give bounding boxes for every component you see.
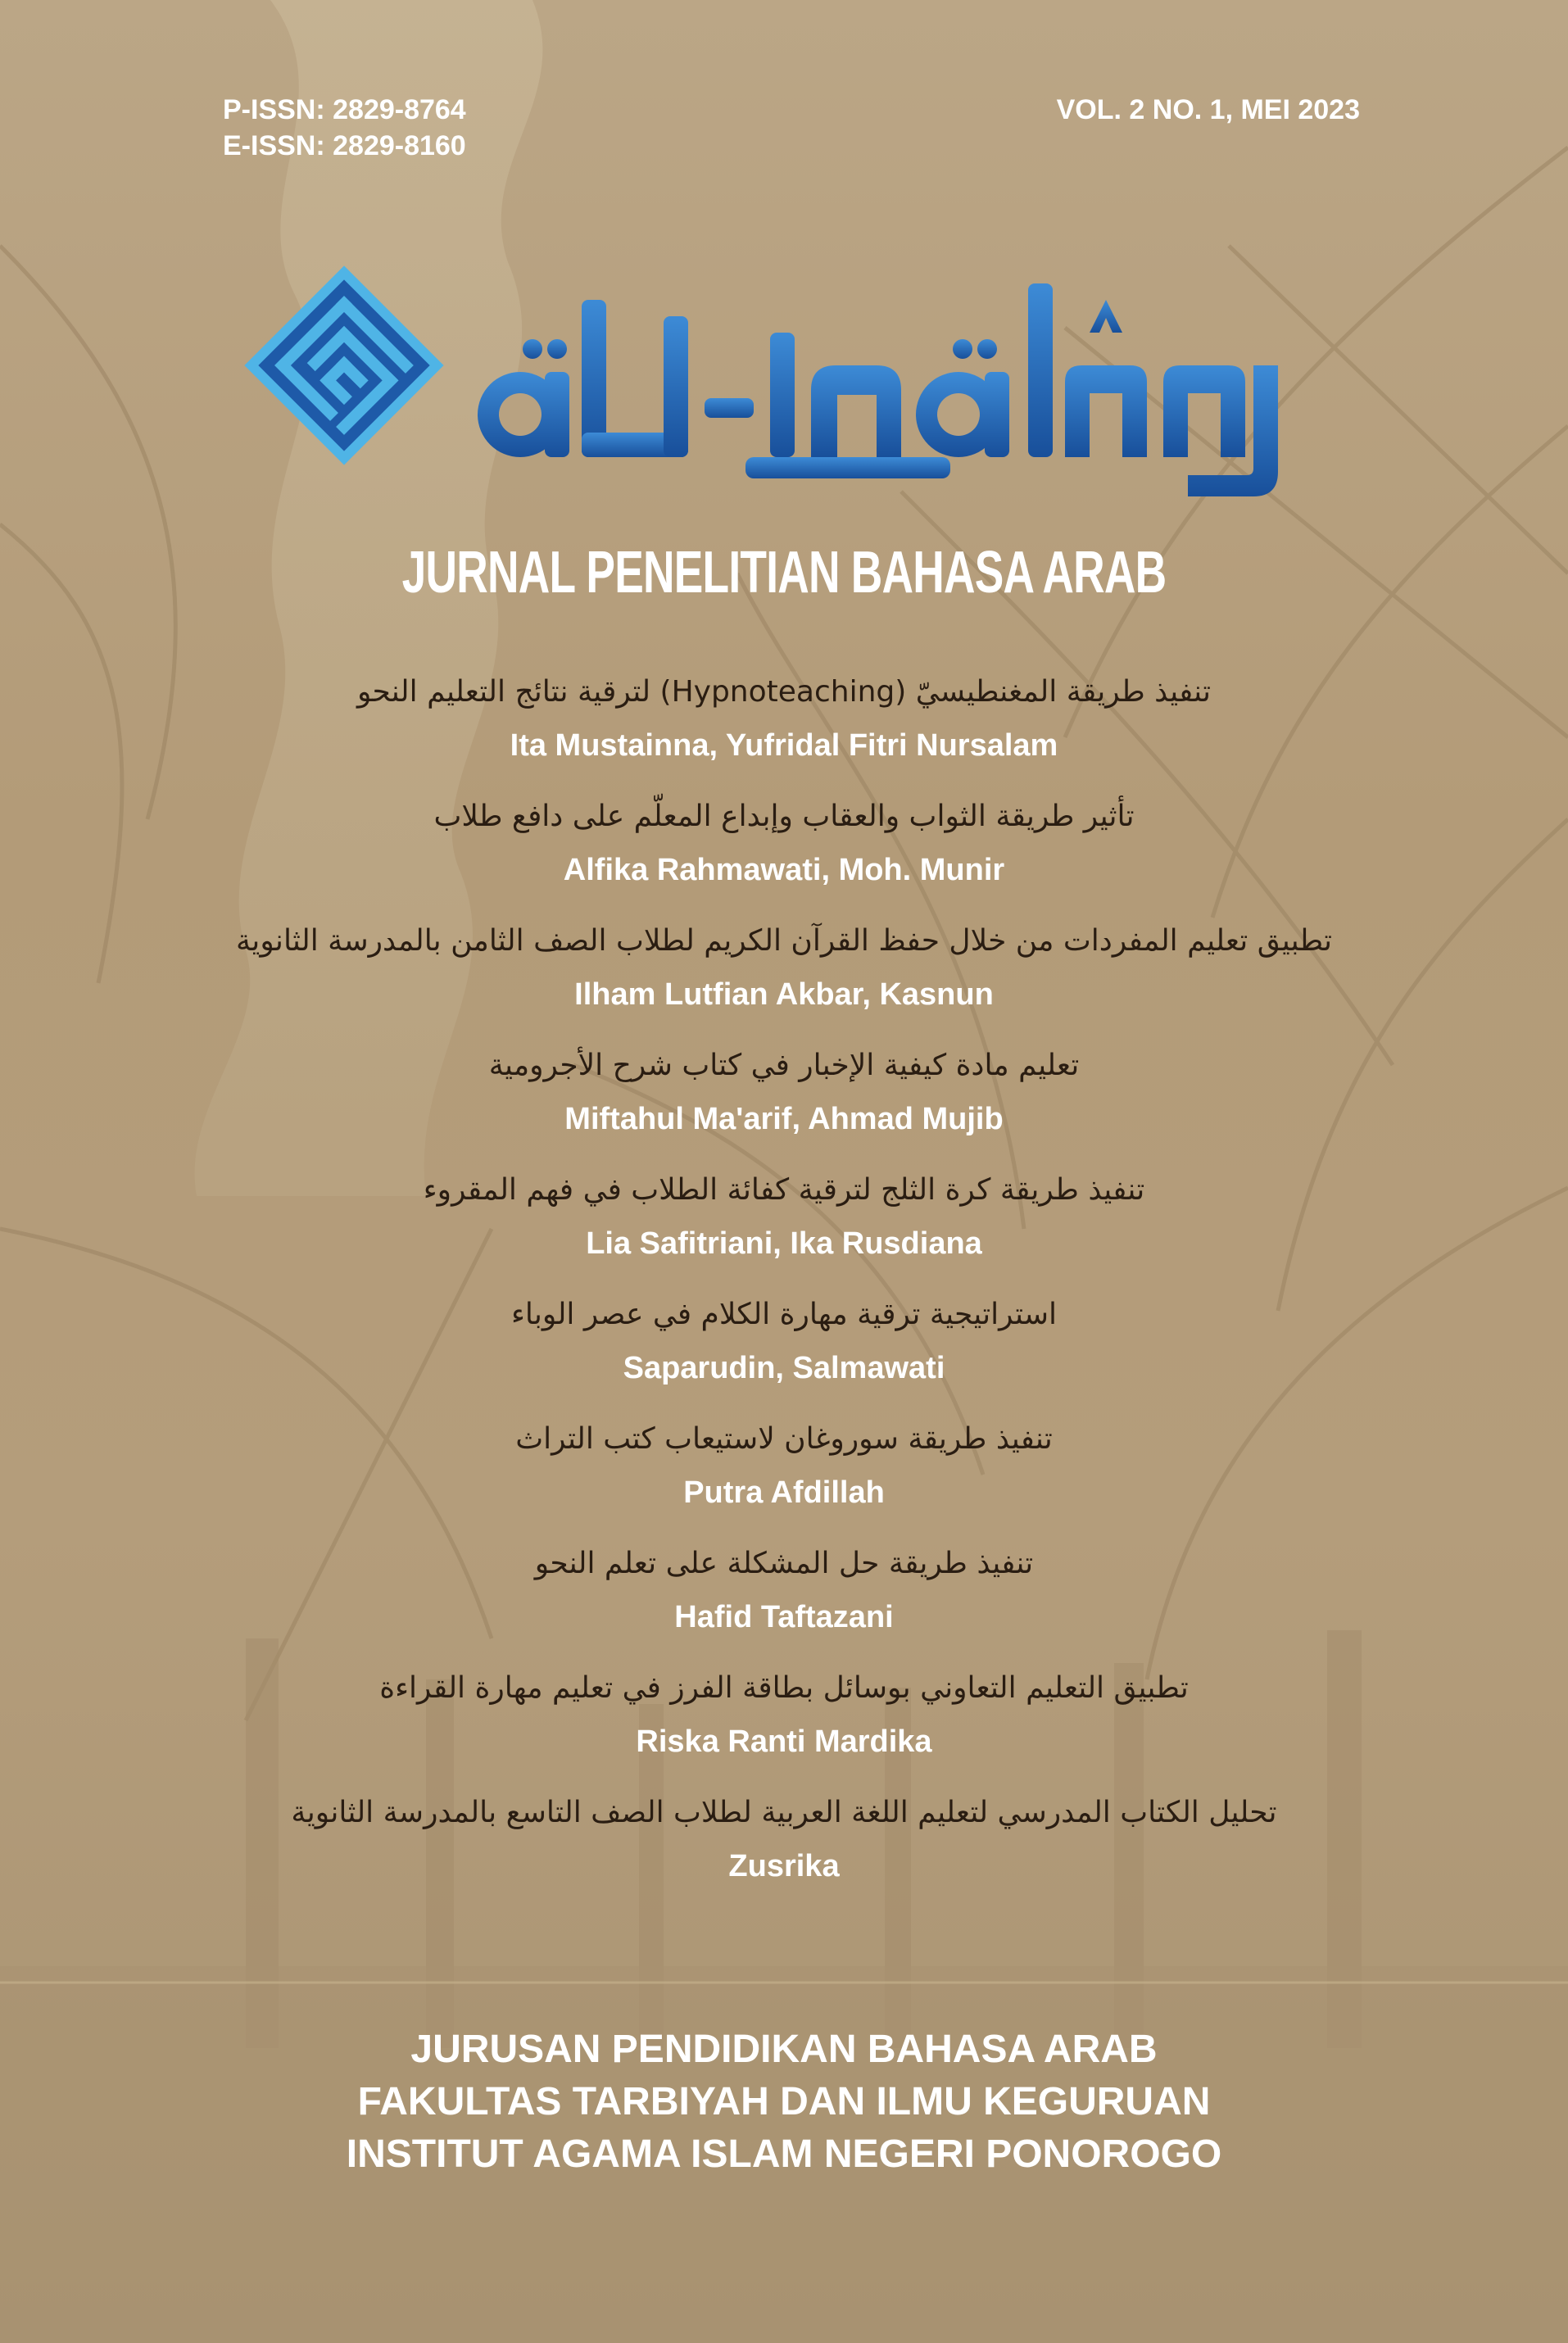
article-title: تحليل الكتاب المدرسي لتعليم اللغة العربية لطلاب الصف التاسع بالمدرسة الثانوية [291, 1796, 1277, 1829]
article-authors: Saparudin, Salmawati [623, 1351, 945, 1385]
article-authors: Alfika Rahmawati, Moh. Munir [563, 853, 1005, 887]
article-title: تنفيذ طريقة سوروغان لاستيعاب كتب التراث [515, 1422, 1053, 1456]
article-authors: Putra Afdillah [683, 1475, 885, 1510]
toc-entry [0, 1044, 1568, 1168]
article-title: تنفيذ طريقة كرة الثلج لترقية كفائة الطلاب في فهم المقروء [423, 1173, 1145, 1207]
toc-entry [0, 670, 1568, 795]
article-title: تنفيذ طريقة المغنطيسيّ (Hypnoteaching) لترقية نتائج التعليم النحو [356, 675, 1212, 709]
article-authors: Hafid Taftazani [674, 1600, 894, 1634]
article-title: استراتيجية ترقية مهارة الكلام في عصر الوباء [510, 1298, 1058, 1331]
institute-name: INSTITUT AGAMA ISLAM NEGERI PONOROGO [346, 2132, 1222, 2176]
logo-wordmark [478, 283, 1278, 496]
toc-entry [0, 1542, 1568, 1666]
journal-subtitle: JURNAL PENELITIAN BAHASA ARAB [401, 540, 1167, 605]
toc-entry [0, 1168, 1568, 1293]
article-title: تطبيق التعليم التعاوني بوسائل بطاقة الفرز في تعليم مهارة القراءة [379, 1671, 1189, 1705]
article-authors: Riska Ranti Mardika [636, 1724, 932, 1759]
department-name: JURUSAN PENDIDIKAN BAHASA ARAB [410, 2028, 1158, 2071]
toc-entry [0, 919, 1568, 1044]
article-authors: Miftahul Ma'arif, Ahmad Mujib [564, 1102, 1004, 1136]
article-title: تأثير طريقة الثواب والعقاب وإبداع المعلّم على دافع طلاب [433, 800, 1135, 833]
institution-footer [0, 2024, 1568, 2181]
toc-entry [0, 795, 1568, 919]
article-title: تطبيق تعليم المفردات من خلال حفظ القرآن الكريم لطلاب الصف الثامن بالمدرسة الثانوية [236, 924, 1332, 958]
volume-issue: VOL. 2 NO. 1, MEI 2023 [1056, 94, 1360, 125]
al-natiq-logo [221, 242, 1368, 505]
toc-entry [0, 1293, 1568, 1417]
toc-entry [0, 1791, 1568, 1915]
e-issn: E-ISSN: 2829-8160 [223, 130, 466, 161]
article-authors: Lia Safitriani, Ika Rusdiana [586, 1226, 982, 1261]
article-authors: Ilham Lutfian Akbar, Kasnun [574, 977, 994, 1012]
table-of-contents [0, 670, 1568, 1915]
faculty-name: FAKULTAS TARBIYAH DAN ILMU KEGURUAN [357, 2080, 1211, 2123]
kufic-emblem [244, 265, 443, 465]
p-issn: P-ISSN: 2829-8764 [223, 94, 466, 125]
article-authors: Zusrika [728, 1849, 840, 1883]
toc-entry [0, 1666, 1568, 1791]
article-title: تعليم مادة كيفية الإخبار في كتاب شرح الأجرومية [488, 1049, 1080, 1082]
toc-entry [0, 1417, 1568, 1542]
article-title: تنفيذ طريقة حل المشكلة على تعلم النحو [534, 1547, 1034, 1580]
article-authors: Ita Mustainna, Yufridal Fitri Nursalam [510, 728, 1058, 763]
issn-block [223, 92, 466, 164]
